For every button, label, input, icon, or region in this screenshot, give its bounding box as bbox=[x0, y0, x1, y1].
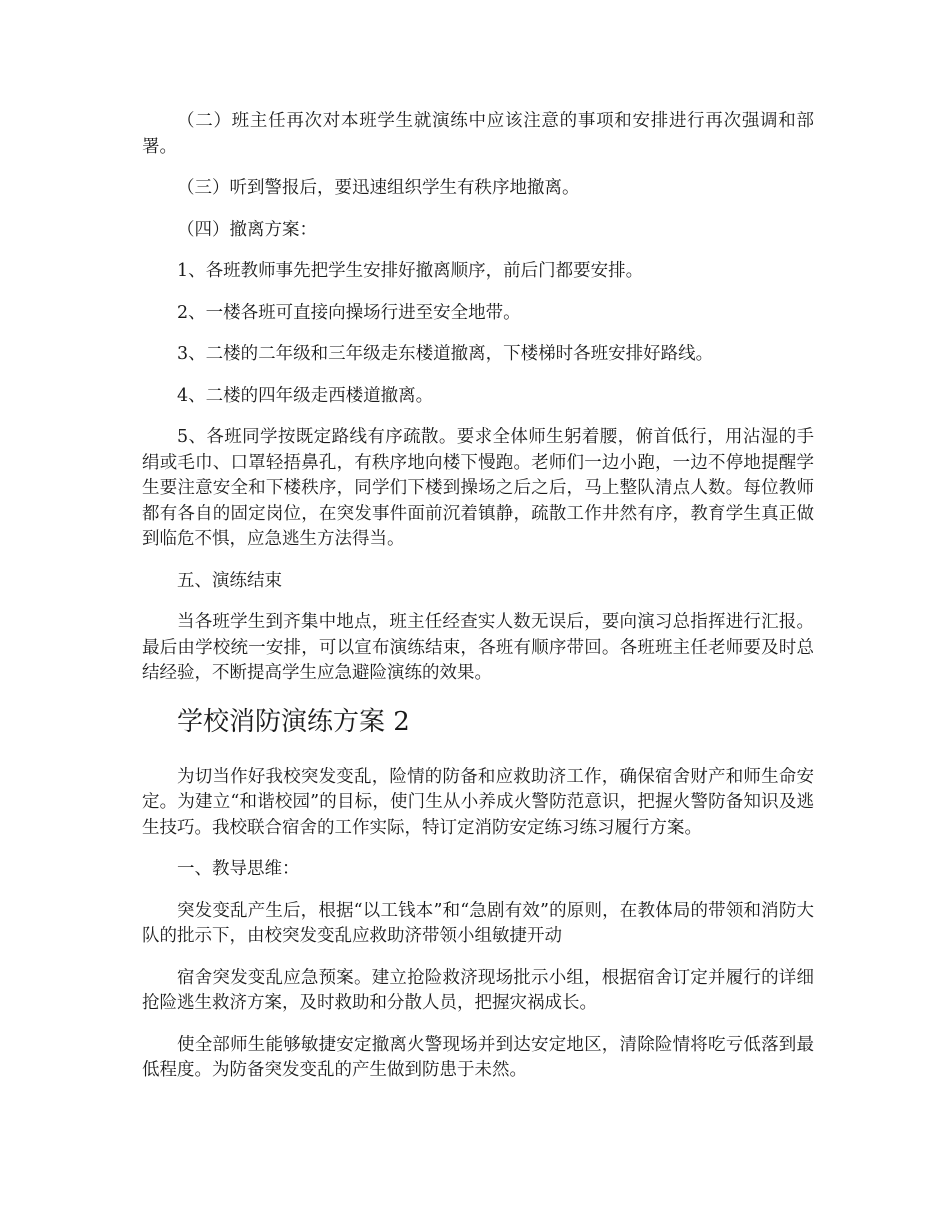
paragraph-emergency-plan: 宿舍突发变乱应急预案。建立抢险救济现场批示小组，根据宿舍订定并履行的详细抢险逃生救济方案，及时救助和分散人员，把握灾祸成长。 bbox=[142, 967, 814, 1013]
paragraph-step-5: 5、各班同学按既定路线有序疏散。要求全体师生躬着腰，俯首低行，用沾湿的手绢或毛巾、口罩轻捂鼻孔，有秩序地向楼下慢跑。老师们一边小跑，一边不停地提醒学生要注意安全和下楼秩序，同学们下楼到操场之后之后，马上整队清点人数。每位教师都有各自的固定岗位，在突发事件面前沉着镇静，疏散工作井然有序，教育学生真正做到临危不惧，应急逃生方法得当。 bbox=[142, 427, 814, 549]
paragraph-evacuation-plan-title: （四）撤离方案： bbox=[177, 219, 317, 240]
section-drill-end: 五、演练结束 bbox=[177, 570, 282, 591]
paragraph-step-3: 3、二楼的二年级和三年级走东楼道撤离，下楼梯时各班安排好路线。 bbox=[177, 344, 714, 364]
paragraph-intro: 为切当作好我校突发变乱，险情的防备和应救助济工作，确保宿舍财产和师生命安定。为建立“和谐校园”的目标，使门生从小养成火警防范意识，把握火警防备知识及逃生技巧。我校联合宿舍的工作实际，特订定消防安定练习练习履行方案。 bbox=[142, 766, 814, 838]
paragraph-step-1: 1、各班教师事先把学生安排好撤离顺序，前后门都要安排。 bbox=[177, 261, 644, 281]
paragraph-principles: 突发变乱产生后，根据“以工钱本”和“急剧有效”的原则，在教体局的带领和消防大队的批示下，由校突发变乱应救助济带领小组敏捷开动 bbox=[142, 900, 814, 946]
paragraph-step-2: 2、一楼各班可直接向操场行进至安全地带。 bbox=[177, 302, 521, 323]
paragraph-step-4: 4、二楼的四年级走西楼道撤离。 bbox=[177, 385, 434, 406]
document-body bbox=[142, 109, 814, 1084]
paragraph-drill-end: 当各班学生到齐集中地点，班主任经查实人数无误后，要向演习总指挥进行汇报。最后由学校统一安排，可以宣布演练结束，各班有顺序带回。各班班主任老师要及时总结经验，不断提高学生应急避险演练的效果。 bbox=[142, 612, 814, 683]
paragraph-alarm: （三）听到警报后，要迅速组织学生有秩序地撤离。 bbox=[177, 178, 580, 198]
section-heading: 学校消防演练方案 2 bbox=[177, 706, 410, 737]
paragraph-briefing: （二）班主任再次对本班学生就演练中应该注意的事项和安排进行再次强调和部署。 bbox=[142, 111, 814, 157]
section-guiding-thought: 一、教导思维： bbox=[177, 859, 300, 879]
paragraph-safe-evacuation: 使全部师生能够敏捷安定撤离火警现场并到达安定地区，清除险情将吃亏低落到最低程度。为防备突发变乱的产生做到防患于未然。 bbox=[142, 1034, 814, 1080]
